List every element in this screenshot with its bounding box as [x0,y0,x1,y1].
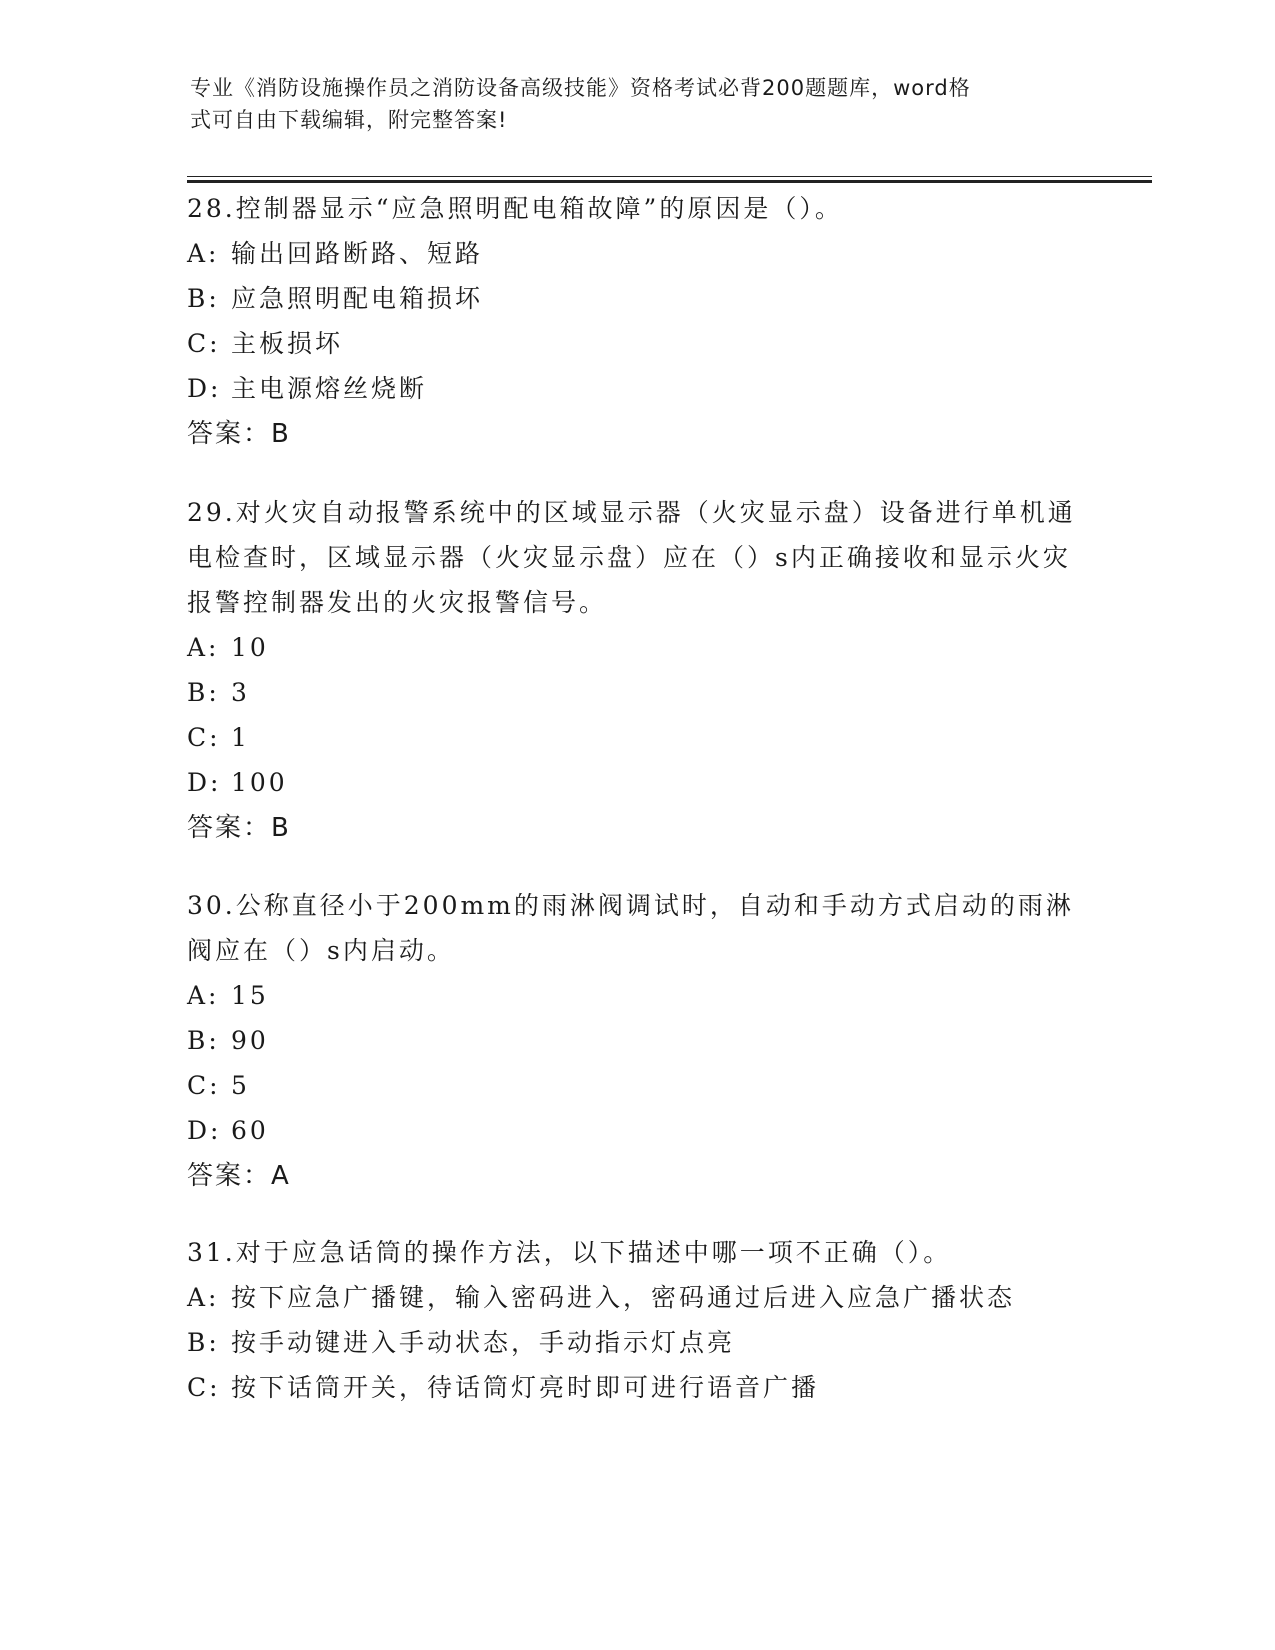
question-29 [187,490,1087,851]
option-a [187,625,1087,670]
option-a [187,973,1087,1018]
option-b [187,1018,1087,1063]
option-letter: B: [187,1026,220,1055]
option-b [187,670,1087,715]
answer-line: 答案：B [187,813,291,843]
question-stem: 29.对火灾自动报警系统中的区域显示器（火灾显示盘）设备进行单机通电检查时，区域显示器（火灾显示盘）应在（）s内正确接收和显示火灾报警控制器发出的火灾报警信号。 [187,498,1076,617]
question-31 [187,1230,1087,1410]
option-text: 主电源熔丝烧断 [231,374,428,403]
option-text: 按下话筒开关，待话筒灯亮时即可进行语音广播 [231,1373,820,1402]
option-letter: B: [187,284,220,313]
option-text: 100 [231,768,288,797]
option-text: 按下应急广播键，输入密码进入，密码通过后进入应急广播状态 [231,1283,1016,1312]
option-letter: D: [187,374,222,403]
question-30 [187,883,1087,1199]
option-letter: A: [187,1283,220,1312]
option-letter: D: [187,768,222,797]
option-letter: B: [187,1328,220,1357]
option-text: 90 [231,1026,269,1055]
header-divider-thick [187,180,1152,183]
question-stem: 30.公称直径小于200mm的雨淋阀调试时，自动和手动方式启动的雨淋阀应在（）s内启动。 [187,891,1074,965]
document-header [190,72,1070,136]
option-text: 5 [231,1071,250,1100]
option-letter: B: [187,678,220,707]
option-a [187,1275,1087,1320]
option-text: 输出回路断路、短路 [231,239,484,268]
option-letter: A: [187,239,220,268]
option-b [187,276,1087,321]
option-letter: C: [187,1071,221,1100]
option-text: 10 [231,633,269,662]
option-letter: A: [187,633,220,662]
option-letter: D: [187,1116,222,1145]
option-letter: C: [187,723,221,752]
option-a [187,231,1087,276]
option-d [187,760,1087,805]
option-text: 15 [231,981,269,1010]
option-letter: C: [187,329,221,358]
option-c [187,1063,1087,1108]
header-divider-thin [187,176,1152,177]
question-stem: 28.控制器显示“应急照明配电箱故障”的原因是（）。 [187,194,843,223]
option-letter: C: [187,1373,221,1402]
header-line-1: 专业《消防设施操作员之消防设备高级技能》资格考试必背200题题库，word格 [190,76,971,100]
option-d [187,1108,1087,1153]
option-text: 按手动键进入手动状态，手动指示灯点亮 [231,1328,736,1357]
question-stem: 31.对于应急话筒的操作方法，以下描述中哪一项不正确（）。 [187,1238,952,1267]
answer-line: 答案：B [187,419,291,449]
option-text: 3 [231,678,250,707]
answer-line: 答案：A [187,1161,291,1191]
option-c [187,715,1087,760]
option-c [187,1365,1087,1410]
option-text: 1 [231,723,250,752]
option-b [187,1320,1087,1365]
header-line-2: 式可自由下载编辑，附完整答案! [190,108,508,132]
option-text: 60 [231,1116,269,1145]
question-28 [187,186,1087,457]
option-text: 应急照明配电箱损坏 [231,284,484,313]
option-c [187,321,1087,366]
option-letter: A: [187,981,220,1010]
option-d [187,366,1087,411]
option-text: 主板损坏 [231,329,344,358]
